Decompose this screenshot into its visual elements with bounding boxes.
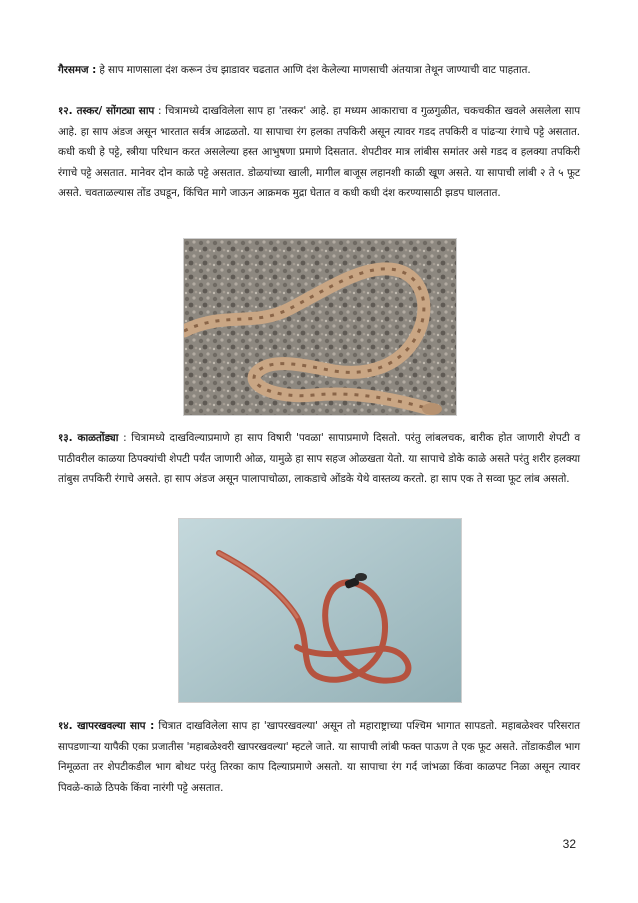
- paragraph-text: : चित्रामध्ये दाखविलेला साप हा 'तस्कर' आहे. हा मध्यम आकाराचा व गुळगुळीत, चकचकीत खवले असलेला साप आहे. हा साप अंडज असून भारतात सर्वत्र आढळतो. या सापाचा रंग हलका तपकिरी असून त्यावर गडद तपकिरी व पांढऱ्या रंगाचे पट्टे असतात. कधी कधी हे पट्टे, स्त्रीया परिधान करत असलेल्या हस्त आभुषणा प्रमाणे दिसतात. शेपटीवर मात्र लांबीस समांतर असे गडद व हलक्या तपकिरी रंगाचे पट्टे असतात. मानेवर दोन काळे पट्टे असतात. डोळयांच्या खाली, मागील बाजूस लहानशी काळी खूण असते. या सापाची लांबी २ ते ५ फूट असते. चवताळल्यास तोंड उघडून, किंचित मागे जाऊन आक्रमक मुद्रा घेतात व कधी कधी दंश करण्यासाठी झडप घालतात.: [58, 105, 580, 199]
- paragraph-khaparkhavlya-snake: [58, 716, 580, 798]
- paragraph-heading: १३. काळतोंड्या: [58, 432, 119, 444]
- page-number: 32: [562, 837, 576, 851]
- paragraph-taskar-snake: [58, 101, 580, 204]
- snake-on-gravel-image: [184, 239, 456, 415]
- paragraph-text: : चित्रामध्ये दाखविल्याप्रमाणे हा साप विषारी 'पवळा' सापाप्रमाणे दिसतो. परंतु लांबलचक, बारीक होत जाणारी शेपटी व पाठीवरील काळया ठिपक्यांची शेपटी पर्यंत जाणारी ओळ, यामुळे हा साप सहज ओळखता येतो. या सापाचे डोके काळे असते परंतु शरीर हलक्या तांबुस तपकिरी रंगाचे असते. हा साप अंडज असून पालापाचोळा, लाकडाचे ओंडके येथे वास्तव्य करतो. हा साप एक ते सव्वा फूट लांब असतो.: [58, 432, 580, 485]
- paragraph-heading: गैरसमज :: [58, 64, 97, 76]
- paragraph-heading: १२. तस्कर/ सोंगट्या साप: [58, 105, 155, 117]
- paragraph-text: हे साप माणसाला दंश करून उंच झाडावर चढतात आणि दंश केलेल्या माणसाची अंतयात्रा तेथून जाण्याची वाट पाहतात.: [96, 64, 531, 76]
- photo-kaltondya-snake: [178, 518, 462, 703]
- photo-taskar-snake: [183, 238, 457, 416]
- paragraph-kaltondya-snake: [58, 428, 580, 490]
- paragraph-text: चित्रात दाखविलेला साप हा 'खापरखवल्या' असून तो महाराष्ट्राच्या पश्चिम भागात सापडतो. महाबळेश्वर परिसरात सापडणाऱ्या यापैकी एका प्रजातीस 'महाबळेश्वरी खापरखवल्या' म्हटले जाते. या सापाची लांबी फक्त पाऊण ते एक फूट असते. तोंडाकडील भाग निमूळता तर शेपटीकडील भाग बोथट परंतु तिरका काप दिल्याप्रमाणे असतो. या सापाचा रंग गर्द जांभळा किंवा काळपट निळा असून त्यावर पिवळे-काळे ठिपके किंवा नारंगी पट्टे असतात.: [58, 720, 580, 794]
- paragraph-heading: १४. खापरखवल्या साप :: [58, 720, 155, 732]
- red-snake-image: [179, 519, 461, 702]
- paragraph-misconception: [58, 60, 580, 81]
